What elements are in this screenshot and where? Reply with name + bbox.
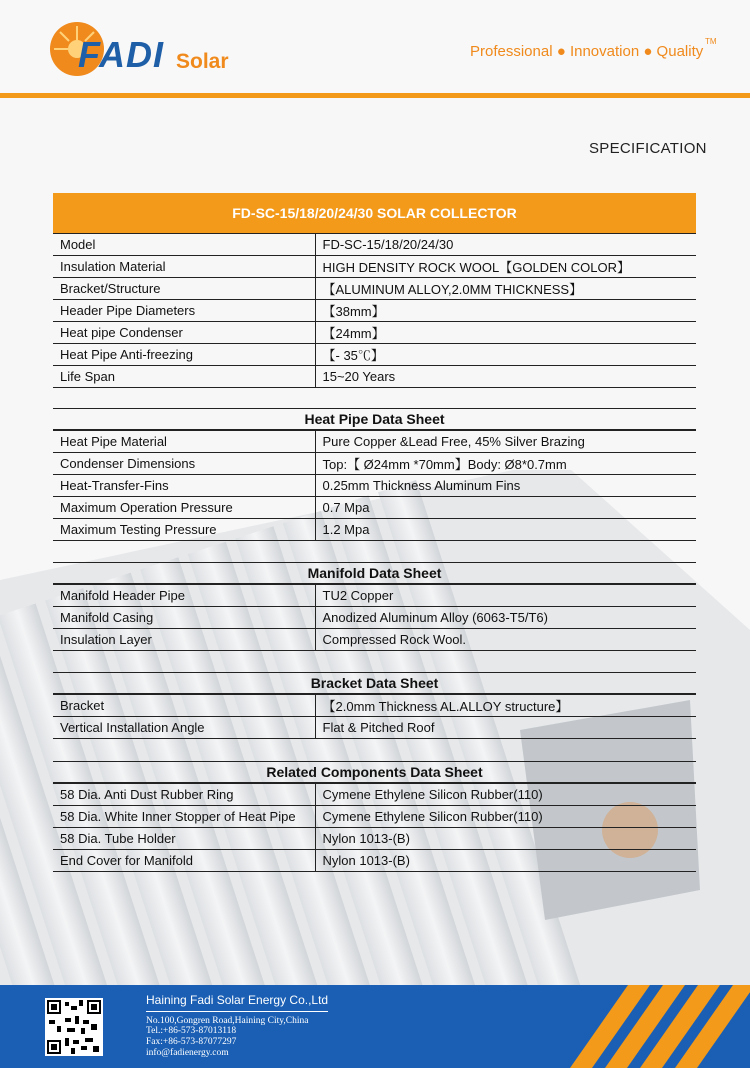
row-label: Life Span: [53, 366, 315, 388]
bracket-section-title: Bracket Data Sheet: [53, 672, 696, 694]
company-name: Haining Fadi Solar Energy Co.,Ltd: [146, 993, 329, 1007]
page-header: [0, 0, 750, 100]
related-components-table: [53, 783, 696, 872]
company-email[interactable]: info@fadienergy.com: [146, 1048, 229, 1058]
page-title: SPECIFICATION: [589, 140, 707, 157]
row-label: Header Pipe Diameters: [53, 300, 315, 322]
table-row: [53, 344, 696, 366]
table-row: [53, 431, 696, 453]
row-label: Maximum Testing Pressure: [53, 519, 315, 541]
row-value: Flat & Pitched Roof: [315, 717, 696, 739]
table-row: [53, 519, 696, 541]
related-components-section-title: Related Components Data Sheet: [53, 761, 696, 783]
qr-code-icon: [45, 998, 103, 1056]
table-row: [53, 585, 696, 607]
row-label: 58 Dia. Anti Dust Rubber Ring: [53, 784, 315, 806]
manifold-table: [53, 584, 696, 651]
table-row: [53, 475, 696, 497]
row-label: End Cover for Manifold: [53, 850, 315, 872]
table-row: [53, 828, 696, 850]
row-label: Heat Pipe Anti-freezing: [53, 344, 315, 366]
company-logo: [48, 18, 248, 82]
row-label: Heat Pipe Material: [53, 431, 315, 453]
collector-title-banner: FD-SC-15/18/20/24/30 SOLAR COLLECTOR: [53, 193, 696, 233]
table-row: [53, 695, 696, 717]
table-row: [53, 806, 696, 828]
manifold-section-title: Manifold Data Sheet: [53, 562, 696, 584]
logo-wordmark: FADI: [78, 34, 165, 75]
table-row: [53, 497, 696, 519]
table-row: [53, 300, 696, 322]
row-value: Cymene Ethylene Silicon Rubber(110): [315, 784, 696, 806]
table-row: [53, 784, 696, 806]
row-value: Nylon 1013-(B): [315, 850, 696, 872]
table-row: [53, 322, 696, 344]
row-label: Manifold Header Pipe: [53, 585, 315, 607]
row-value: 【2.0mm Thickness AL.ALLOY structure】: [315, 695, 696, 717]
row-value: Nylon 1013-(B): [315, 828, 696, 850]
collector-spec-table: [53, 233, 696, 388]
table-row: [53, 850, 696, 872]
table-row: [53, 717, 696, 739]
row-label: Insulation Layer: [53, 629, 315, 651]
row-label: Heat-Transfer-Fins: [53, 475, 315, 497]
row-value: 【ALUMINUM ALLOY,2.0MM THICKNESS】: [315, 278, 696, 300]
row-label: Model: [53, 234, 315, 256]
row-value: 【24mm】: [315, 322, 696, 344]
row-label: 58 Dia. White Inner Stopper of Heat Pipe: [53, 806, 315, 828]
row-value: HIGH DENSITY ROCK WOOL【GOLDEN COLOR】: [315, 256, 696, 278]
row-label: Heat pipe Condenser: [53, 322, 315, 344]
table-row: [53, 256, 696, 278]
row-value: Top:【 Ø24mm *70mm】Body: Ø8*0.7mm: [315, 453, 696, 475]
row-value: Anodized Aluminum Alloy (6063-T5/T6): [315, 607, 696, 629]
row-value: FD-SC-15/18/20/24/30: [315, 234, 696, 256]
trademark-mark: TM: [705, 37, 717, 46]
heat-pipe-section-title: Heat Pipe Data Sheet: [53, 408, 696, 430]
company-fax: Fax:+86-573-87077297: [146, 1037, 237, 1047]
row-value: 1.2 Mpa: [315, 519, 696, 541]
heat-pipe-table: [53, 430, 696, 541]
row-value: TU2 Copper: [315, 585, 696, 607]
table-row: [53, 453, 696, 475]
row-label: Vertical Installation Angle: [53, 717, 315, 739]
row-value: 0.7 Mpa: [315, 497, 696, 519]
row-value: 【38mm】: [315, 300, 696, 322]
row-value: Compressed Rock Wool.: [315, 629, 696, 651]
logo-solar-text: Solar: [176, 50, 229, 73]
row-label: Maximum Operation Pressure: [53, 497, 315, 519]
tagline: Professional ● Innovation ● Quality: [470, 43, 704, 60]
decorative-stripes: [530, 985, 750, 1068]
table-row: [53, 234, 696, 256]
row-value: 15~20 Years: [315, 366, 696, 388]
row-label: Bracket: [53, 695, 315, 717]
row-label: Manifold Casing: [53, 607, 315, 629]
row-label: 58 Dia. Tube Holder: [53, 828, 315, 850]
footer-divider: [146, 1011, 328, 1012]
table-row: [53, 278, 696, 300]
table-row: [53, 366, 696, 388]
company-tel: Tel.:+86-573-87013118: [146, 1026, 237, 1036]
company-address: No.100,Gongren Road,Haining City,China: [146, 1016, 309, 1026]
table-row: [53, 607, 696, 629]
row-value: Cymene Ethylene Silicon Rubber(110): [315, 806, 696, 828]
page-footer: [0, 985, 750, 1068]
bracket-table: [53, 694, 696, 739]
row-value: 【- 35℃】: [315, 344, 696, 366]
row-label: Condenser Dimensions: [53, 453, 315, 475]
row-label: Bracket/Structure: [53, 278, 315, 300]
table-row: [53, 629, 696, 651]
row-value: Pure Copper &Lead Free, 45% Silver Brazing: [315, 431, 696, 453]
header-divider: [0, 93, 750, 98]
row-value: 0.25mm Thickness Aluminum Fins: [315, 475, 696, 497]
row-label: Insulation Material: [53, 256, 315, 278]
